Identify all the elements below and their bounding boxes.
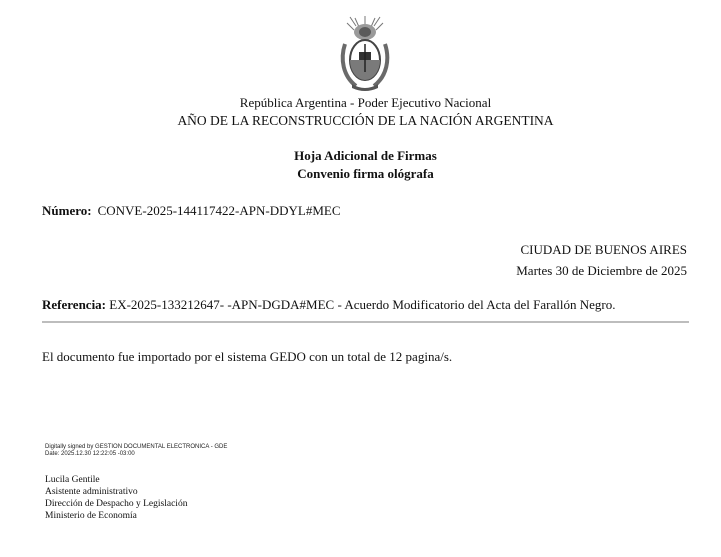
- document-title: Hoja Adicional de Firmas: [294, 148, 437, 163]
- digital-signature-block: [45, 444, 227, 458]
- referencia-value: EX-2025-133212647- -APN-DGDA#MEC - Acuerdo Modificatorio del Acta del Farallón Negro.: [109, 297, 616, 312]
- signer-ministry: Ministerio de Economía: [45, 511, 137, 521]
- signer-block: [45, 474, 187, 522]
- header-line-2: AÑO DE LA RECONSTRUCCIÓN DE LA NACIÓN ARGENTINA: [177, 113, 554, 128]
- place: CIUDAD DE BUENOS AIRES: [520, 242, 687, 257]
- signer-name: Lucila Gentile: [45, 475, 100, 485]
- digital-signature-line-2: Date: 2025.12.30 12:22:05 -03:00: [45, 451, 135, 457]
- document-subtitle: Convenio firma ológrafa: [297, 166, 434, 181]
- header-line-1: República Argentina - Poder Ejecutivo Nacional: [239, 95, 492, 110]
- coat-of-arms-icon: [338, 14, 392, 94]
- referencia-label: Referencia:: [42, 297, 107, 312]
- numero-row: [42, 203, 341, 219]
- divider: [42, 321, 689, 323]
- signer-role: Asistente administrativo: [45, 487, 138, 497]
- date: Martes 30 de Diciembre de 2025: [516, 263, 687, 278]
- signer-office: Dirección de Despacho y Legislación: [45, 499, 188, 509]
- numero-label: Número:: [42, 203, 92, 218]
- digital-signature-line-1: Digitally signed by GESTION DOCUMENTAL ELECTRONICA - GDE: [45, 444, 228, 450]
- numero-value: CONVE-2025-144117422-APN-DDYL#MEC: [97, 203, 341, 218]
- referencia-row: [42, 297, 615, 313]
- body-text: El documento fue importado por el sistema GEDO con un total de 12 pagina/s.: [42, 349, 453, 364]
